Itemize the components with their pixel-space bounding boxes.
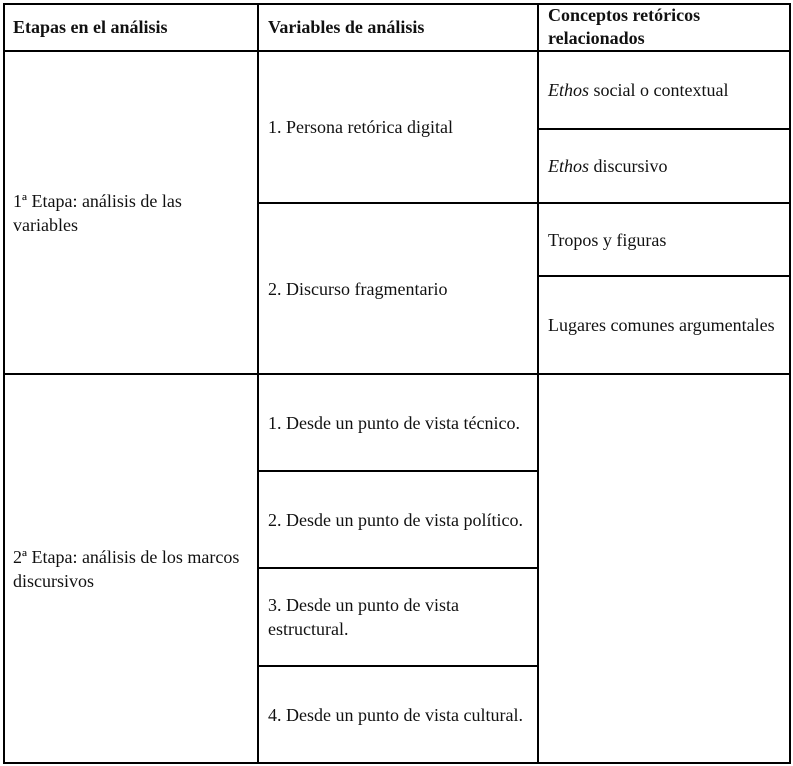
frame-cultural: 4. Desde un punto de vista cultural. [268, 704, 523, 725]
border [538, 275, 791, 277]
border [258, 470, 538, 472]
concept-ethos-discursivo: Ethos discursivo [548, 156, 668, 176]
border [3, 762, 791, 764]
variable-discurso: 2. Discurso fragmentario [268, 278, 448, 299]
frame-tecnico: 1. Desde un punto de vista técnico. [268, 412, 520, 433]
header-stages: Etapas en el análisis [13, 17, 168, 37]
border [3, 50, 791, 52]
border [3, 373, 791, 375]
border [258, 202, 791, 204]
stage-2-label: 2ª Etapa: análisis de los marcos discursivos [13, 546, 240, 591]
frame-estructural: 3. Desde un punto de vista estructural. [268, 595, 459, 639]
variable-persona: 1. Persona retórica digital [268, 117, 453, 137]
border [258, 665, 538, 667]
frame-politico: 2. Desde un punto de vista político. [268, 509, 523, 530]
border [3, 3, 5, 764]
border [538, 128, 791, 130]
border [789, 3, 791, 764]
header-concepts: Conceptos retóricos relacionados [548, 5, 701, 48]
concept-ethos-social: Ethos social o contextual [548, 80, 729, 100]
border [257, 3, 259, 764]
concept-tropos: Tropos y figuras [548, 229, 667, 250]
concept-lugares-comunes: Lugares comunes argumentales [548, 315, 775, 335]
border [537, 3, 539, 764]
stage-1-label: 1ª Etapa: análisis de las variables [13, 190, 182, 235]
header-variables: Variables de análisis [268, 17, 425, 37]
border [258, 567, 538, 569]
border [3, 3, 791, 5]
